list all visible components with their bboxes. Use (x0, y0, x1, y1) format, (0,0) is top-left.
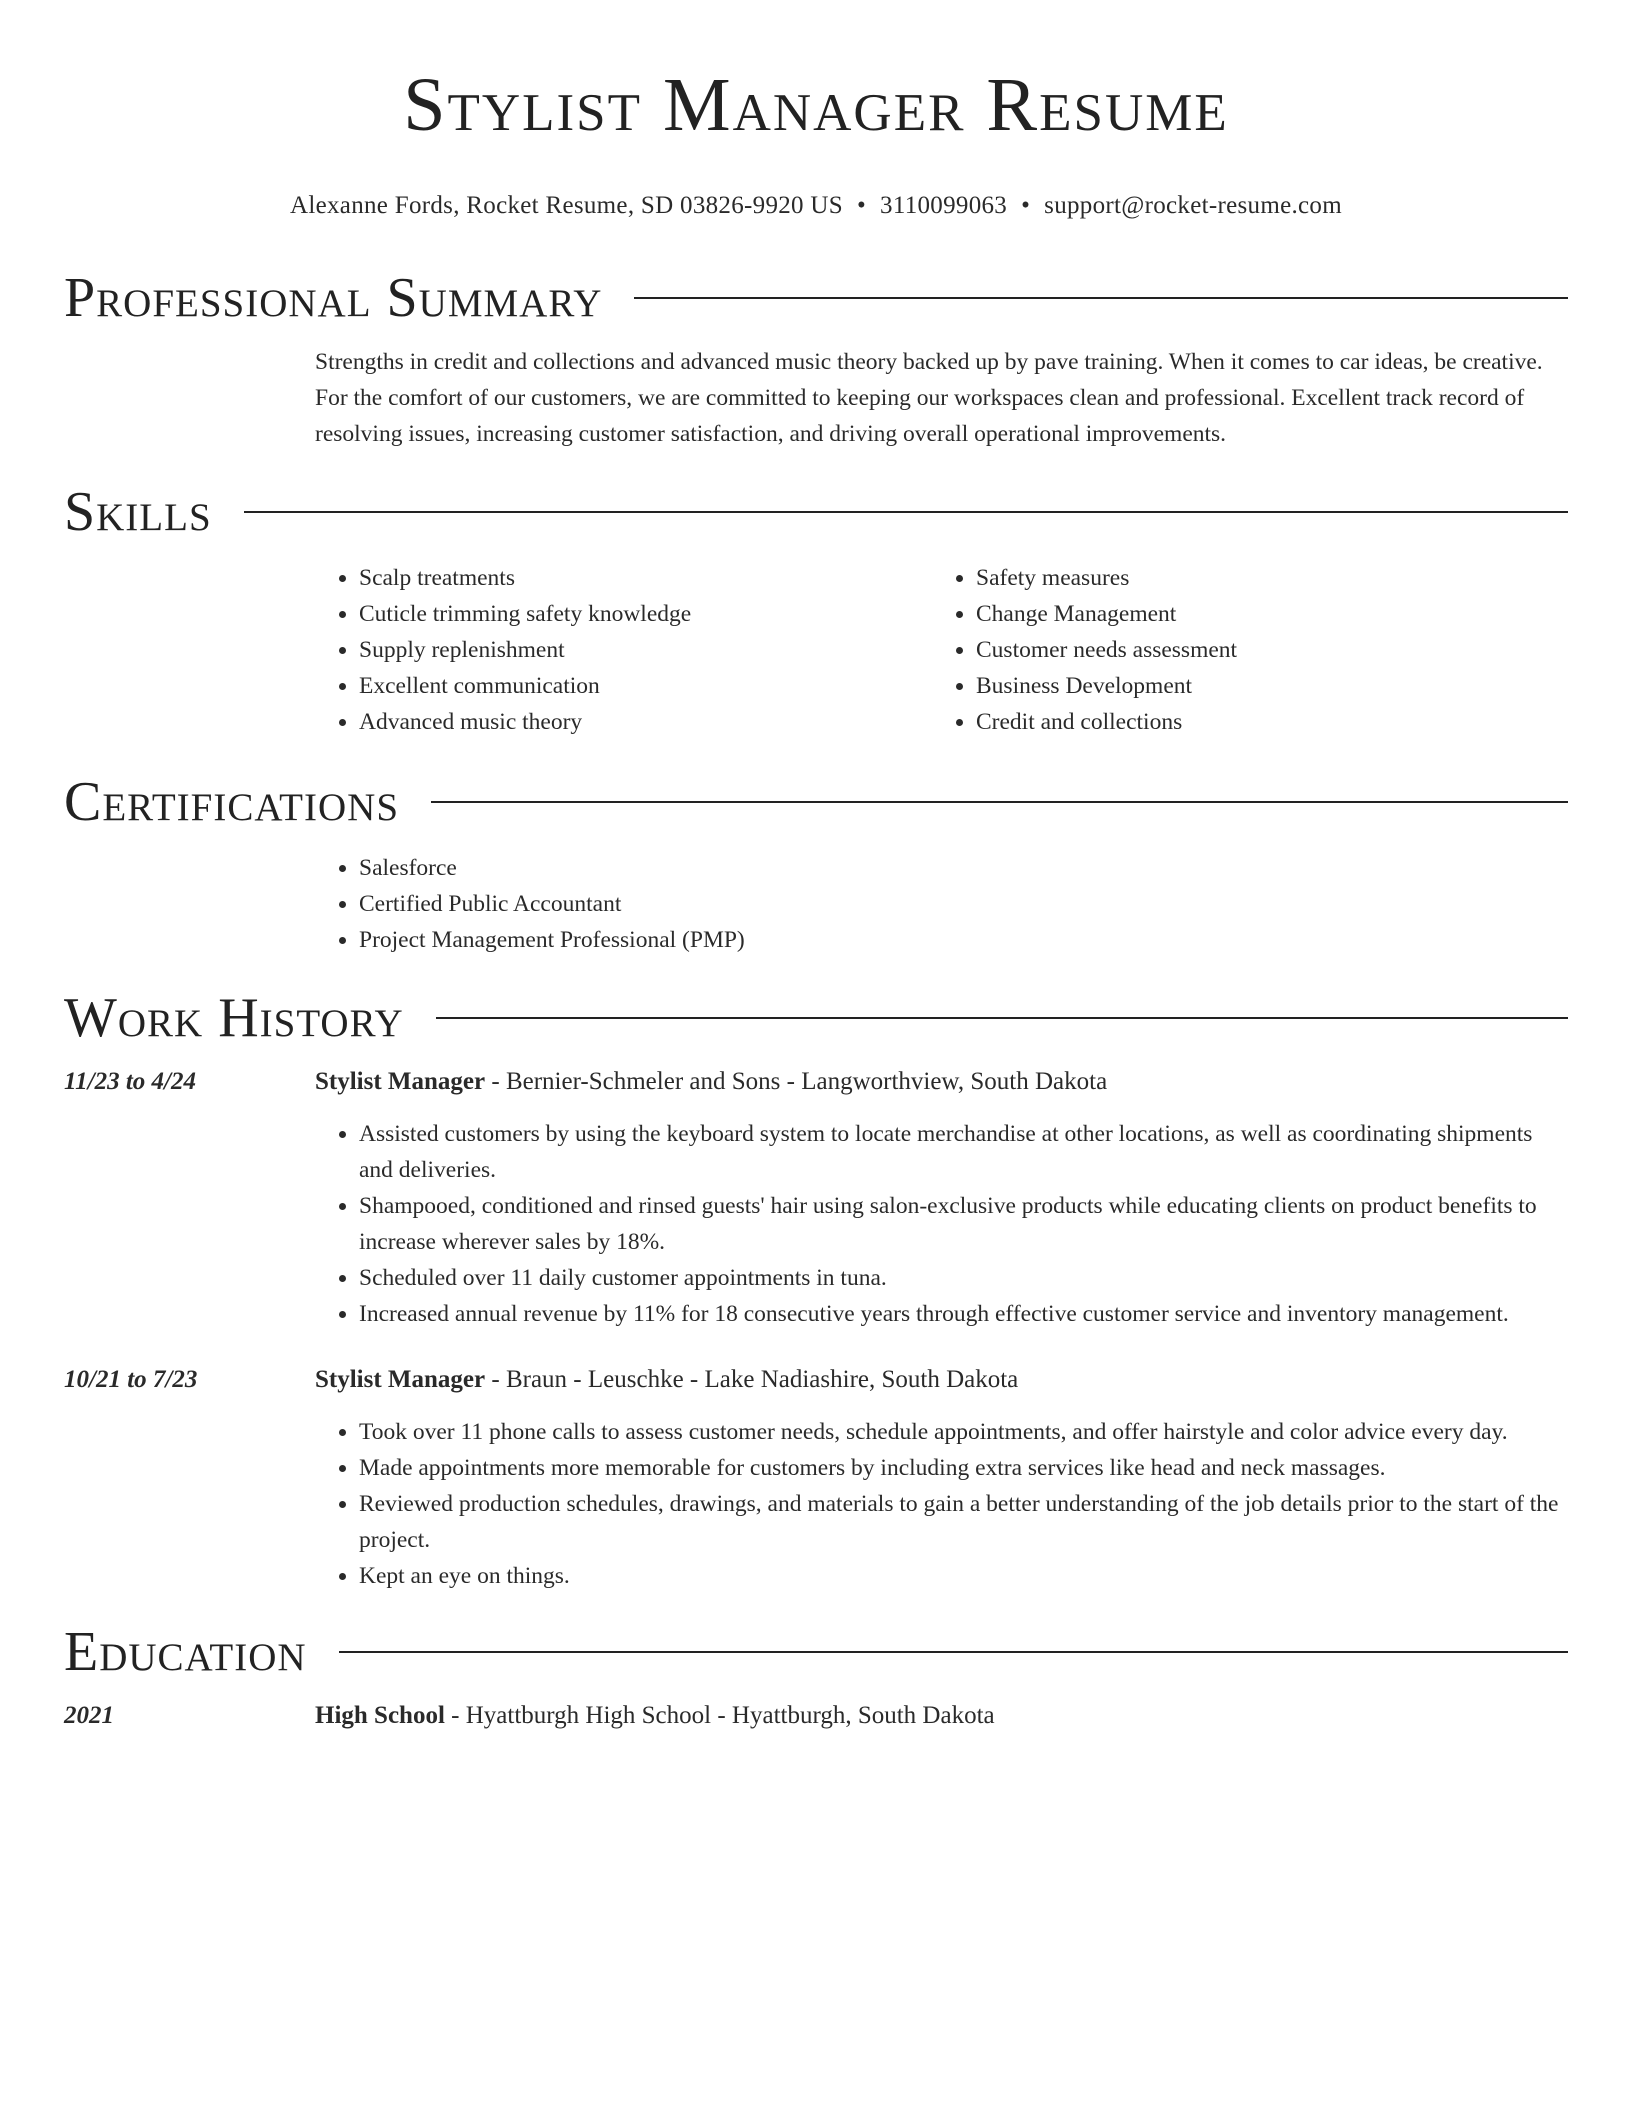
job-entry (64, 1064, 1568, 1332)
certifications-list (315, 850, 1568, 958)
skills-section-header (64, 480, 1568, 544)
job-details: - Bernier-Schmeler and Sons - Langworthview, South Dakota (485, 1068, 1108, 1095)
education-entry (64, 1698, 1568, 1734)
job-bullet: • Took over 11 phone calls to assess customer needs, schedule appointments, and offer hairstyle and color advice every day. (359, 1414, 1568, 1450)
job-bullet: • Shampooed, conditioned and rinsed guests' hair using salon-exclusive products while educating clients on product benefits to increase wherever sales by 18%. (359, 1188, 1568, 1260)
job-bullet: • Increased annual revenue by 11% for 18 consecutive years through effective customer service and inventory management. (359, 1296, 1568, 1332)
contact-phone: 3110099063 (880, 192, 1008, 219)
contact-line (64, 190, 1568, 222)
skills-heading: Skills (64, 481, 212, 543)
summary-section-header (64, 266, 1568, 330)
skill-item: • Cuticle trimming safety knowledge (359, 596, 932, 632)
education-title-line (315, 1698, 995, 1734)
contact-email: support@rocket-resume.com (1044, 192, 1342, 219)
summary-heading: Professional Summary (64, 267, 603, 329)
work-heading: Work History (64, 987, 404, 1049)
skills-column-right (932, 560, 1549, 740)
job-dates: 10/21 to 7/23 (64, 1366, 198, 1393)
resume-title: Stylist Manager Resume (403, 63, 1229, 147)
job-header (64, 1362, 1568, 1398)
job-bullet: • Scheduled over 11 daily customer appointments in tuna. (359, 1260, 1568, 1296)
summary-text: Strengths in credit and collections and advanced music theory backed up by pave training. When it comes to car ideas, be creative. For the comfort of our customers, we are committed to keeping our workspaces clean and professional. Excellent track record of resolving issues, increasing customer satisfaction, and driving overall operational improvements. (315, 349, 1543, 447)
section-divider (244, 511, 1568, 513)
skill-item: • Safety measures (976, 560, 1549, 596)
contact-separator: • (856, 192, 867, 219)
education-section-header (64, 1620, 1568, 1684)
certifications-section-header (64, 770, 1568, 834)
skill-item: • Business Development (976, 668, 1549, 704)
certification-item: • Project Management Professional (PMP) (359, 922, 1568, 958)
summary-body (315, 344, 1568, 452)
job-bullets (315, 1414, 1568, 1594)
job-title: Stylist Manager (315, 1366, 486, 1393)
section-divider (436, 1017, 1568, 1019)
section-divider (431, 801, 1568, 803)
section-divider (339, 1651, 1568, 1653)
certification-item: • Salesforce (359, 850, 1568, 886)
job-bullet: • Assisted customers by using the keyboard system to locate merchandise at other locations, as well as coordinating shipments and deliveries. (359, 1116, 1568, 1188)
certifications-heading: Certifications (64, 771, 400, 833)
contact-separator: • (1021, 192, 1031, 219)
contact-address: Alexanne Fords, Rocket Resume, SD 03826-9920 US (290, 192, 843, 219)
job-bullet: • Made appointments more memorable for customers by including extra services like head and neck massages. (359, 1450, 1568, 1486)
education-year: 2021 (64, 1702, 114, 1729)
skill-item: • Excellent communication (359, 668, 932, 704)
job-title-line (315, 1362, 1018, 1398)
skills-list (315, 560, 1568, 740)
job-dates: 11/23 to 4/24 (64, 1068, 196, 1095)
section-divider (634, 297, 1568, 299)
certification-item: • Certified Public Accountant (359, 886, 1568, 922)
job-title-line (315, 1064, 1107, 1100)
skill-item: • Scalp treatments (359, 560, 932, 596)
education-header (64, 1698, 1568, 1734)
education-heading: Education (64, 1621, 307, 1683)
education-degree: High School (315, 1702, 445, 1729)
job-entry (64, 1362, 1568, 1594)
job-header (64, 1064, 1568, 1100)
skill-item: • Advanced music theory (359, 704, 932, 740)
job-title: Stylist Manager (315, 1068, 486, 1095)
job-details: - Braun - Leuschke - Lake Nadiashire, South Dakota (485, 1366, 1019, 1393)
job-bullet: • Reviewed production schedules, drawings, and materials to gain a better understanding of the job details prior to the start of the project. (359, 1486, 1568, 1558)
skill-item: • Customer needs assessment (976, 632, 1549, 668)
work-section-header (64, 986, 1568, 1050)
skill-item: • Supply replenishment (359, 632, 932, 668)
job-bullet: • Kept an eye on things. (359, 1558, 1568, 1594)
skills-column-left (315, 560, 932, 740)
skill-item: • Change Management (976, 596, 1549, 632)
job-bullets (315, 1116, 1568, 1332)
education-details: - Hyattburgh High School - Hyattburgh, South Dakota (444, 1702, 995, 1729)
skill-item: • Credit and collections (976, 704, 1549, 740)
